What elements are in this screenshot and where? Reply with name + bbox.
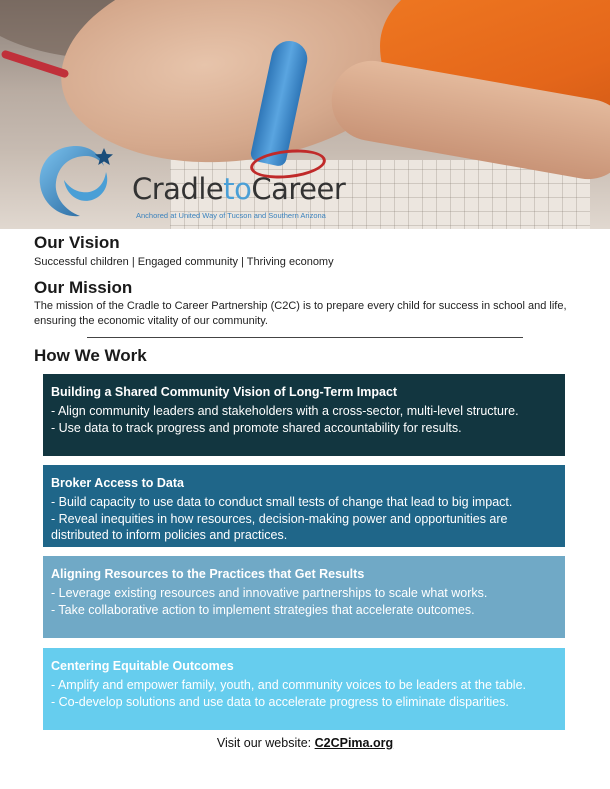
card-aligning-resources bbox=[43, 556, 565, 638]
card-broker-data bbox=[43, 465, 565, 547]
logo-swirl-icon bbox=[34, 140, 118, 222]
hero-photo bbox=[0, 0, 610, 229]
mission-text: The mission of the Cradle to Career Partnership (C2C) is to prepare every child for success in school and life, ensuring the economic vitality of our community. bbox=[34, 300, 567, 327]
card-item: - Co-develop solutions and use data to accelerate progress to eliminate disparities. bbox=[51, 694, 509, 709]
card-item: - Amplify and empower family, youth, and community voices to be leaders at the table. bbox=[51, 678, 526, 692]
mission-heading: Our Mission bbox=[34, 278, 133, 297]
card-title: Building a Shared Community Vision of Long-Term Impact bbox=[51, 385, 398, 399]
card-item: - Use data to track progress and promote shared accountability for results. bbox=[51, 420, 462, 435]
card-item: - Build capacity to use data to conduct small tests of change that lead to big impact. bbox=[51, 495, 513, 509]
how-we-work-heading: How We Work bbox=[34, 346, 147, 365]
logo-word-to: to bbox=[223, 172, 252, 206]
footer-label: Visit our website: bbox=[216, 736, 315, 750]
card-title: Aligning Resources to the Practices that Get Results bbox=[51, 567, 365, 581]
section-divider bbox=[87, 337, 523, 338]
card-item: - Take collaborative action to implement strategies that accelerate outcomes. bbox=[51, 602, 475, 617]
logo-word-cradle: Cradle bbox=[132, 172, 224, 206]
website-link[interactable]: C2CPima.org bbox=[314, 736, 394, 750]
footer bbox=[0, 736, 610, 750]
logo-word-career: Career bbox=[251, 172, 346, 206]
card-item: - Align community leaders and stakeholders with a cross-sector, multi-level structure. bbox=[51, 404, 519, 418]
card-shared-vision bbox=[43, 374, 565, 456]
card-item: - Reveal inequities in how resources, decision-making power and opportunities are distributed to inform policies and practices. bbox=[51, 511, 508, 542]
cradle-to-career-logo bbox=[34, 140, 364, 222]
card-title: Centering Equitable Outcomes bbox=[51, 659, 234, 673]
vision-text: Successful children | Engaged community | Thriving economy bbox=[34, 256, 334, 268]
logo-tagline: Anchored at United Way of Tucson and Southern Arizona bbox=[136, 211, 326, 220]
card-item: - Leverage existing resources and innovative partnerships to scale what works. bbox=[51, 586, 488, 600]
card-title: Broker Access to Data bbox=[51, 476, 184, 490]
card-equitable-outcomes bbox=[43, 648, 565, 730]
vision-heading: Our Vision bbox=[34, 233, 120, 252]
logo-wordmark bbox=[132, 172, 345, 206]
